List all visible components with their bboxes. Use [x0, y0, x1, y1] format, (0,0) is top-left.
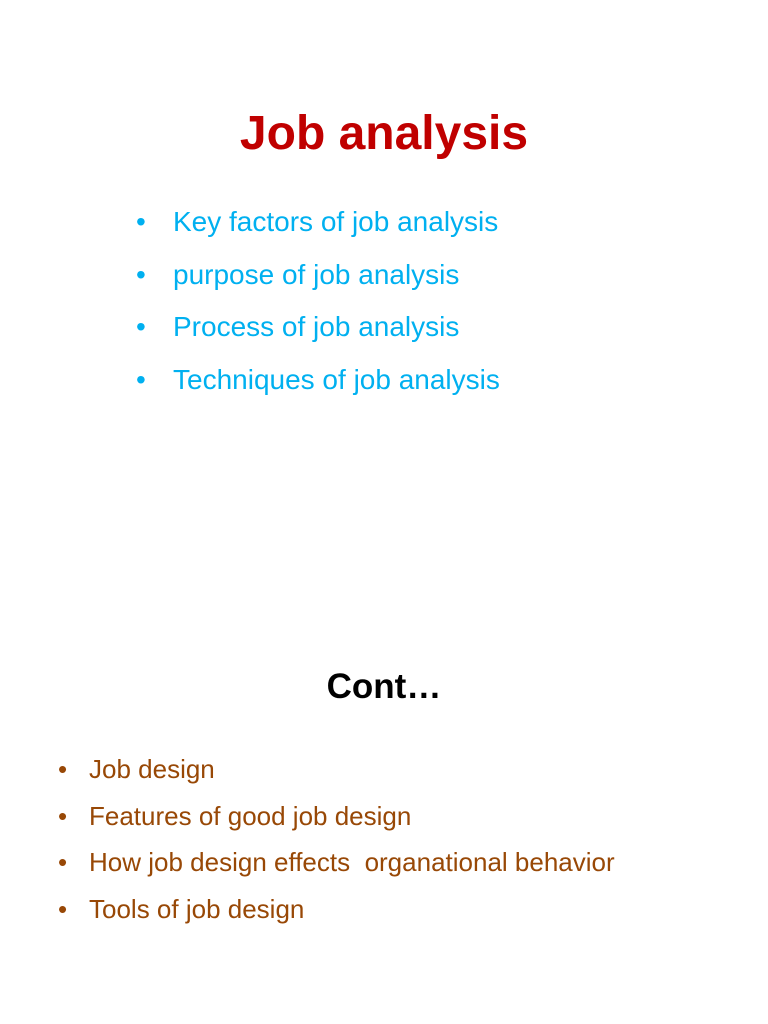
- bullet-list: [136, 196, 500, 407]
- bullet-icon: •: [58, 847, 68, 878]
- slide-title: Job analysis: [239, 107, 529, 160]
- list-item-text: Key factors of job analysis: [173, 206, 499, 237]
- list-item: [58, 746, 615, 793]
- list-item-text: Process of job analysis: [173, 311, 460, 343]
- slide-cont: [0, 512, 768, 1024]
- list-item: [136, 196, 500, 249]
- list-item-text: Features of good job design: [89, 800, 412, 831]
- slide-title: Cont…: [326, 667, 442, 706]
- bullet-icon: •: [58, 800, 68, 831]
- list-item-text: Tools of job design: [89, 894, 305, 925]
- list-item: [58, 793, 615, 840]
- list-item: [58, 886, 615, 933]
- list-item: [58, 839, 615, 886]
- list-item: [136, 354, 500, 407]
- bullet-icon: •: [136, 206, 146, 237]
- list-item-text: How job design effects organational behavior: [89, 847, 615, 878]
- list-item-text: purpose of job analysis: [173, 258, 460, 290]
- list-item: [136, 249, 500, 302]
- bullet-list: [58, 746, 615, 933]
- bullet-icon: •: [136, 258, 146, 290]
- bullet-icon: •: [136, 311, 146, 343]
- list-item-text: Job design: [89, 754, 215, 784]
- list-item-text: Techniques of job analysis: [173, 364, 500, 396]
- bullet-icon: •: [58, 754, 68, 784]
- list-item: [136, 301, 500, 354]
- bullet-icon: •: [58, 894, 68, 925]
- bullet-icon: •: [136, 364, 146, 396]
